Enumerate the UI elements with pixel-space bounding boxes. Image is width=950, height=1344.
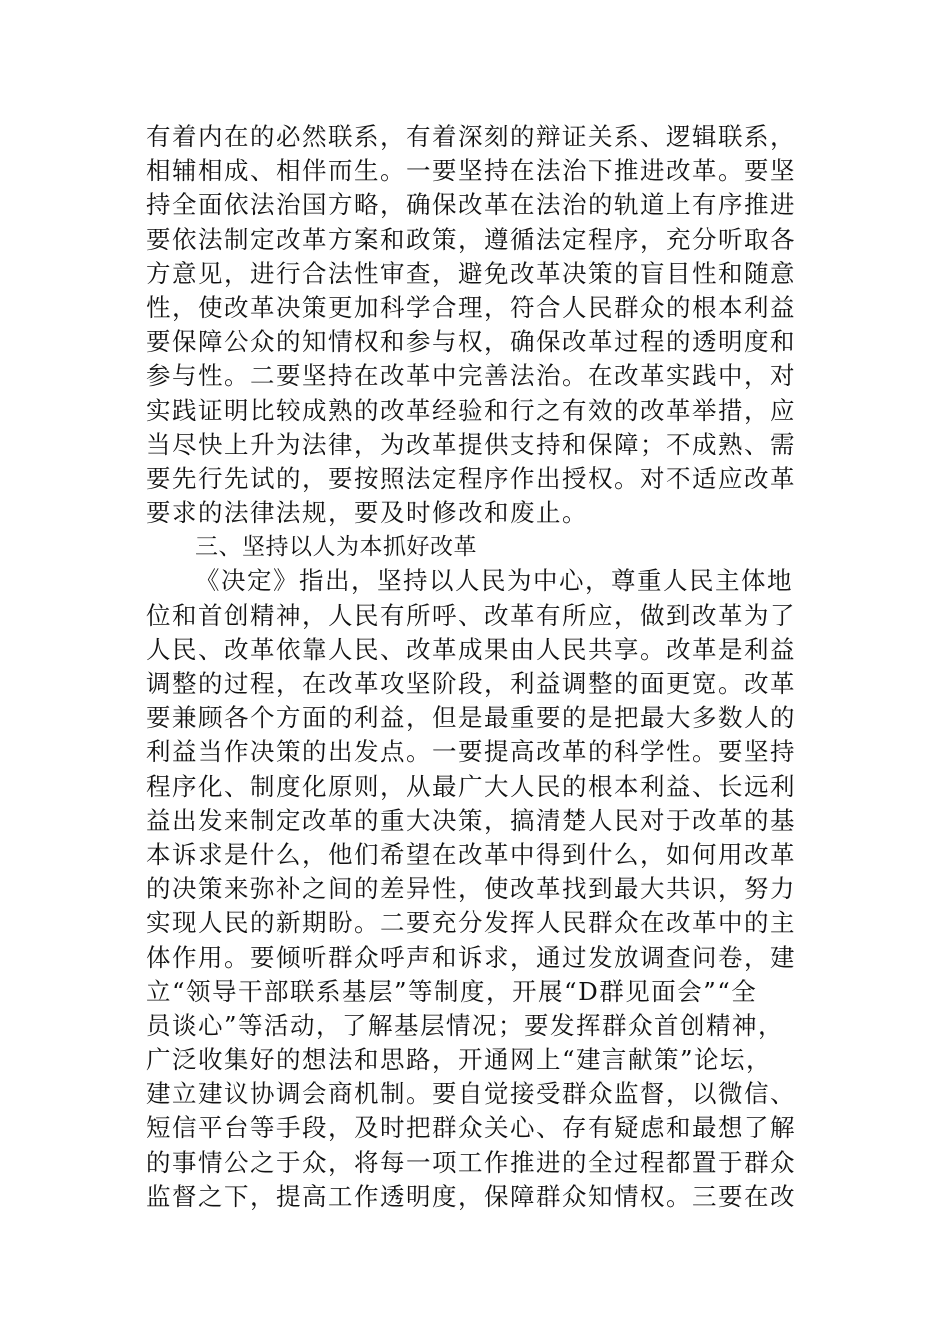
text-line: 有着内在的必然联系，有着深刻的辩证关系、逻辑联系， <box>146 122 796 151</box>
document-body <box>146 120 806 1214</box>
text-line: 性，使改革决策更加科学合理，符合人民群众的根本利益 <box>146 292 796 322</box>
text-line: 相辅相成、相伴而生。一要坚持在法治下推进改革。要坚 <box>146 156 796 186</box>
text-line: 持全面依法治国方略，确保改革在法治的轨道上有序推进 <box>146 190 796 220</box>
text-line: 人民、改革依靠人民、改革成果由人民共享。改革是利益 <box>146 634 796 664</box>
text-line: 体作用。要倾听群众呼声和诉求，通过发放调查问卷，建 <box>146 942 796 972</box>
text-line: 参与性。二要坚持在改革中完善法治。在改革实践中，对 <box>146 361 796 391</box>
text-line: 本诉求是什么，他们希望在改革中得到什么，如何用改革 <box>146 839 796 869</box>
text-line: 短信平台等手段，及时把群众关心、存有疑虑和最想了解 <box>146 1113 796 1143</box>
text-line: 调整的过程，在改革攻坚阶段，利益调整的面更宽。改革 <box>146 669 796 698</box>
text-line: 方意见，进行合法性审查，避免改革决策的盲目性和随意 <box>146 258 796 288</box>
section-heading: 三、坚持以人为本抓好改革 <box>195 534 477 561</box>
text-line: 程序化、制度化原则，从最广大人民的根本利益、长远利 <box>146 771 796 801</box>
text-line: 广泛收集好的想法和思路，开通网上“建言献策”论坛， <box>146 1045 773 1075</box>
text-line: 建立建议协调会商机制。要自觉接受群众监督，以微信、 <box>146 1079 796 1109</box>
paragraph-first-line: 《决定》指出，坚持以人民为中心，尊重人民主体地 <box>195 566 793 596</box>
text-line: 要兼顾各个方面的利益，但是最重要的是把最大多数人的 <box>146 703 796 733</box>
text-line: 员谈心”等活动，了解基层情况；要发挥群众首创精神， <box>146 1010 785 1040</box>
text-line: 要依法制定改革方案和政策，遵循法定程序，充分听取各 <box>146 224 796 254</box>
text-line: 的事情公之于众，将每一项工作推进的全过程都置于群众 <box>146 1147 796 1177</box>
text-line: 位和首创精神，人民有所呼、改革有所应，做到改革为了 <box>146 600 796 630</box>
text-line: 要保障公众的知情权和参与权，确保改革过程的透明度和 <box>146 327 796 357</box>
text-line: 当尽快上升为法律，为改革提供支持和保障；不成熟、需 <box>146 429 796 459</box>
text-line: 监督之下，提高工作透明度，保障群众知情权。三要在改 <box>146 1181 796 1211</box>
text-line: 的决策来弥补之间的差异性，使改革找到最大共识，努力 <box>146 874 796 904</box>
text-line: 利益当作决策的出发点。一要提高改革的科学性。要坚持 <box>146 737 796 767</box>
text-line: 立“领导干部联系基层”等制度，开展“D群见面会”“全 <box>146 976 758 1006</box>
text-line: 益出发来制定改革的重大决策，搞清楚人民对于改革的基 <box>146 805 796 835</box>
text-line: 实践证明比较成熟的改革经验和行之有效的改革举措，应 <box>146 395 796 425</box>
text-line: 要先行先试的，要按照法定程序作出授权。对不适应改革 <box>146 463 796 493</box>
text-line: 实现人民的新期盼。二要充分发挥人民群众在改革中的主 <box>146 908 796 938</box>
text-line: 要求的法律法规，要及时修改和废止。 <box>146 498 588 528</box>
